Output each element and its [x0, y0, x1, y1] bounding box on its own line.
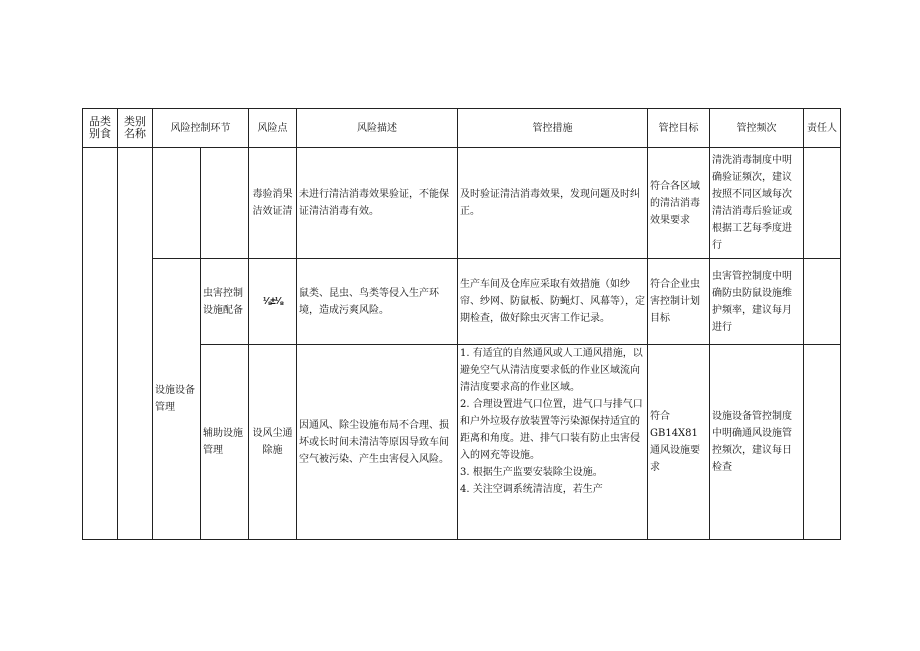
- measures-cell: 生产车间及仓库应采取有效措施（如纱帘、纱网、防鼠板、防蝇灯、风幕等），定期检查，做好除虫灭害工作记录。: [458, 259, 648, 345]
- risk-description-cell: 未进行清洁消毒效果验证，不能保证清洁消毒有效。: [297, 148, 458, 259]
- header-frequency: 管控频次: [710, 109, 804, 148]
- header-risk-description: 风险描述: [297, 109, 458, 148]
- sub-stage-cell-empty: [201, 148, 249, 259]
- table-row: [83, 148, 841, 259]
- category-name-cell: [118, 148, 153, 540]
- responsible-cell: [804, 345, 841, 540]
- category-cell: [83, 148, 118, 540]
- risk-point-cell: ⅛±⅛: [249, 259, 297, 345]
- measures-cell: 及时验证清洁消毒效果，发现问题及时纠正。: [458, 148, 648, 259]
- header-risk-point: 风险点: [249, 109, 297, 148]
- frequency-cell: 虫害管控制度中明确防虫防鼠设施维护频率，建议每月进行: [710, 259, 804, 345]
- responsible-cell: [804, 259, 841, 345]
- risk-point-cell: 毒验消果洁效证清: [249, 148, 297, 259]
- target-cell: 符合企业虫害控制计划目标: [648, 259, 710, 345]
- responsible-cell: [804, 148, 841, 259]
- risk-point-cell: 设风尘通除施: [249, 345, 297, 540]
- measure-item: 1. 有适宜的自然通风或人工通风措施，以避免空气从清洁度要求低的作业区域流向清洁度要求高的作业区域。: [460, 348, 643, 393]
- risk-description-cell: 鼠类、昆虫、鸟类等侵入生产环境，造成污爽风险。: [297, 259, 458, 345]
- risk-description-cell: 因通风、除尘设施布局不合理、损坏或长时间未清洁等原因导致车间空气被污染、产生虫害侵入风险。: [297, 345, 458, 540]
- measures-cell: [458, 345, 648, 540]
- measure-item: 4. 关注空调系统清洁度，若生产: [460, 484, 603, 495]
- measure-item: 2. 合理设置进气口位置，进气口与排气口和户外垃圾存放装置等污染源保持适宜的距离和角度。进、排气口装有防止虫害侵入的网充等设施。: [460, 399, 643, 461]
- target-cell: 符合GB14X81通风设施要求: [648, 345, 710, 540]
- header-responsible: 责任人: [804, 109, 841, 148]
- table-row: [83, 259, 841, 345]
- frequency-cell: 清洗消毒制度中明确验证频次，建议按照不同区域每次清洁消毒后验证或根据工艺每季度进行: [710, 148, 804, 259]
- stage-cell-empty: [153, 148, 201, 259]
- header-measures: 管控措施: [458, 109, 648, 148]
- frequency-cell: 设施设备管控制度中明确通风设施管控频次，建议每日检查: [710, 345, 804, 540]
- stage-group-cell: 设施设备管理: [153, 259, 201, 540]
- table-header-row: [83, 109, 841, 148]
- header-category-name: 类别名称: [118, 109, 153, 148]
- header-control-stage: 风险控制环节: [153, 109, 249, 148]
- header-category: 品类别食: [83, 109, 118, 148]
- sub-stage-cell: 辅助设施管理: [201, 345, 249, 540]
- risk-control-table: [82, 108, 841, 540]
- measure-item: 3. 根据生产监要安装除尘设施。: [460, 467, 603, 478]
- target-cell: 符合各区域的清洁消毒效果要求: [648, 148, 710, 259]
- sub-stage-cell: 虫害控制设施配备: [201, 259, 249, 345]
- header-target: 管控目标: [648, 109, 710, 148]
